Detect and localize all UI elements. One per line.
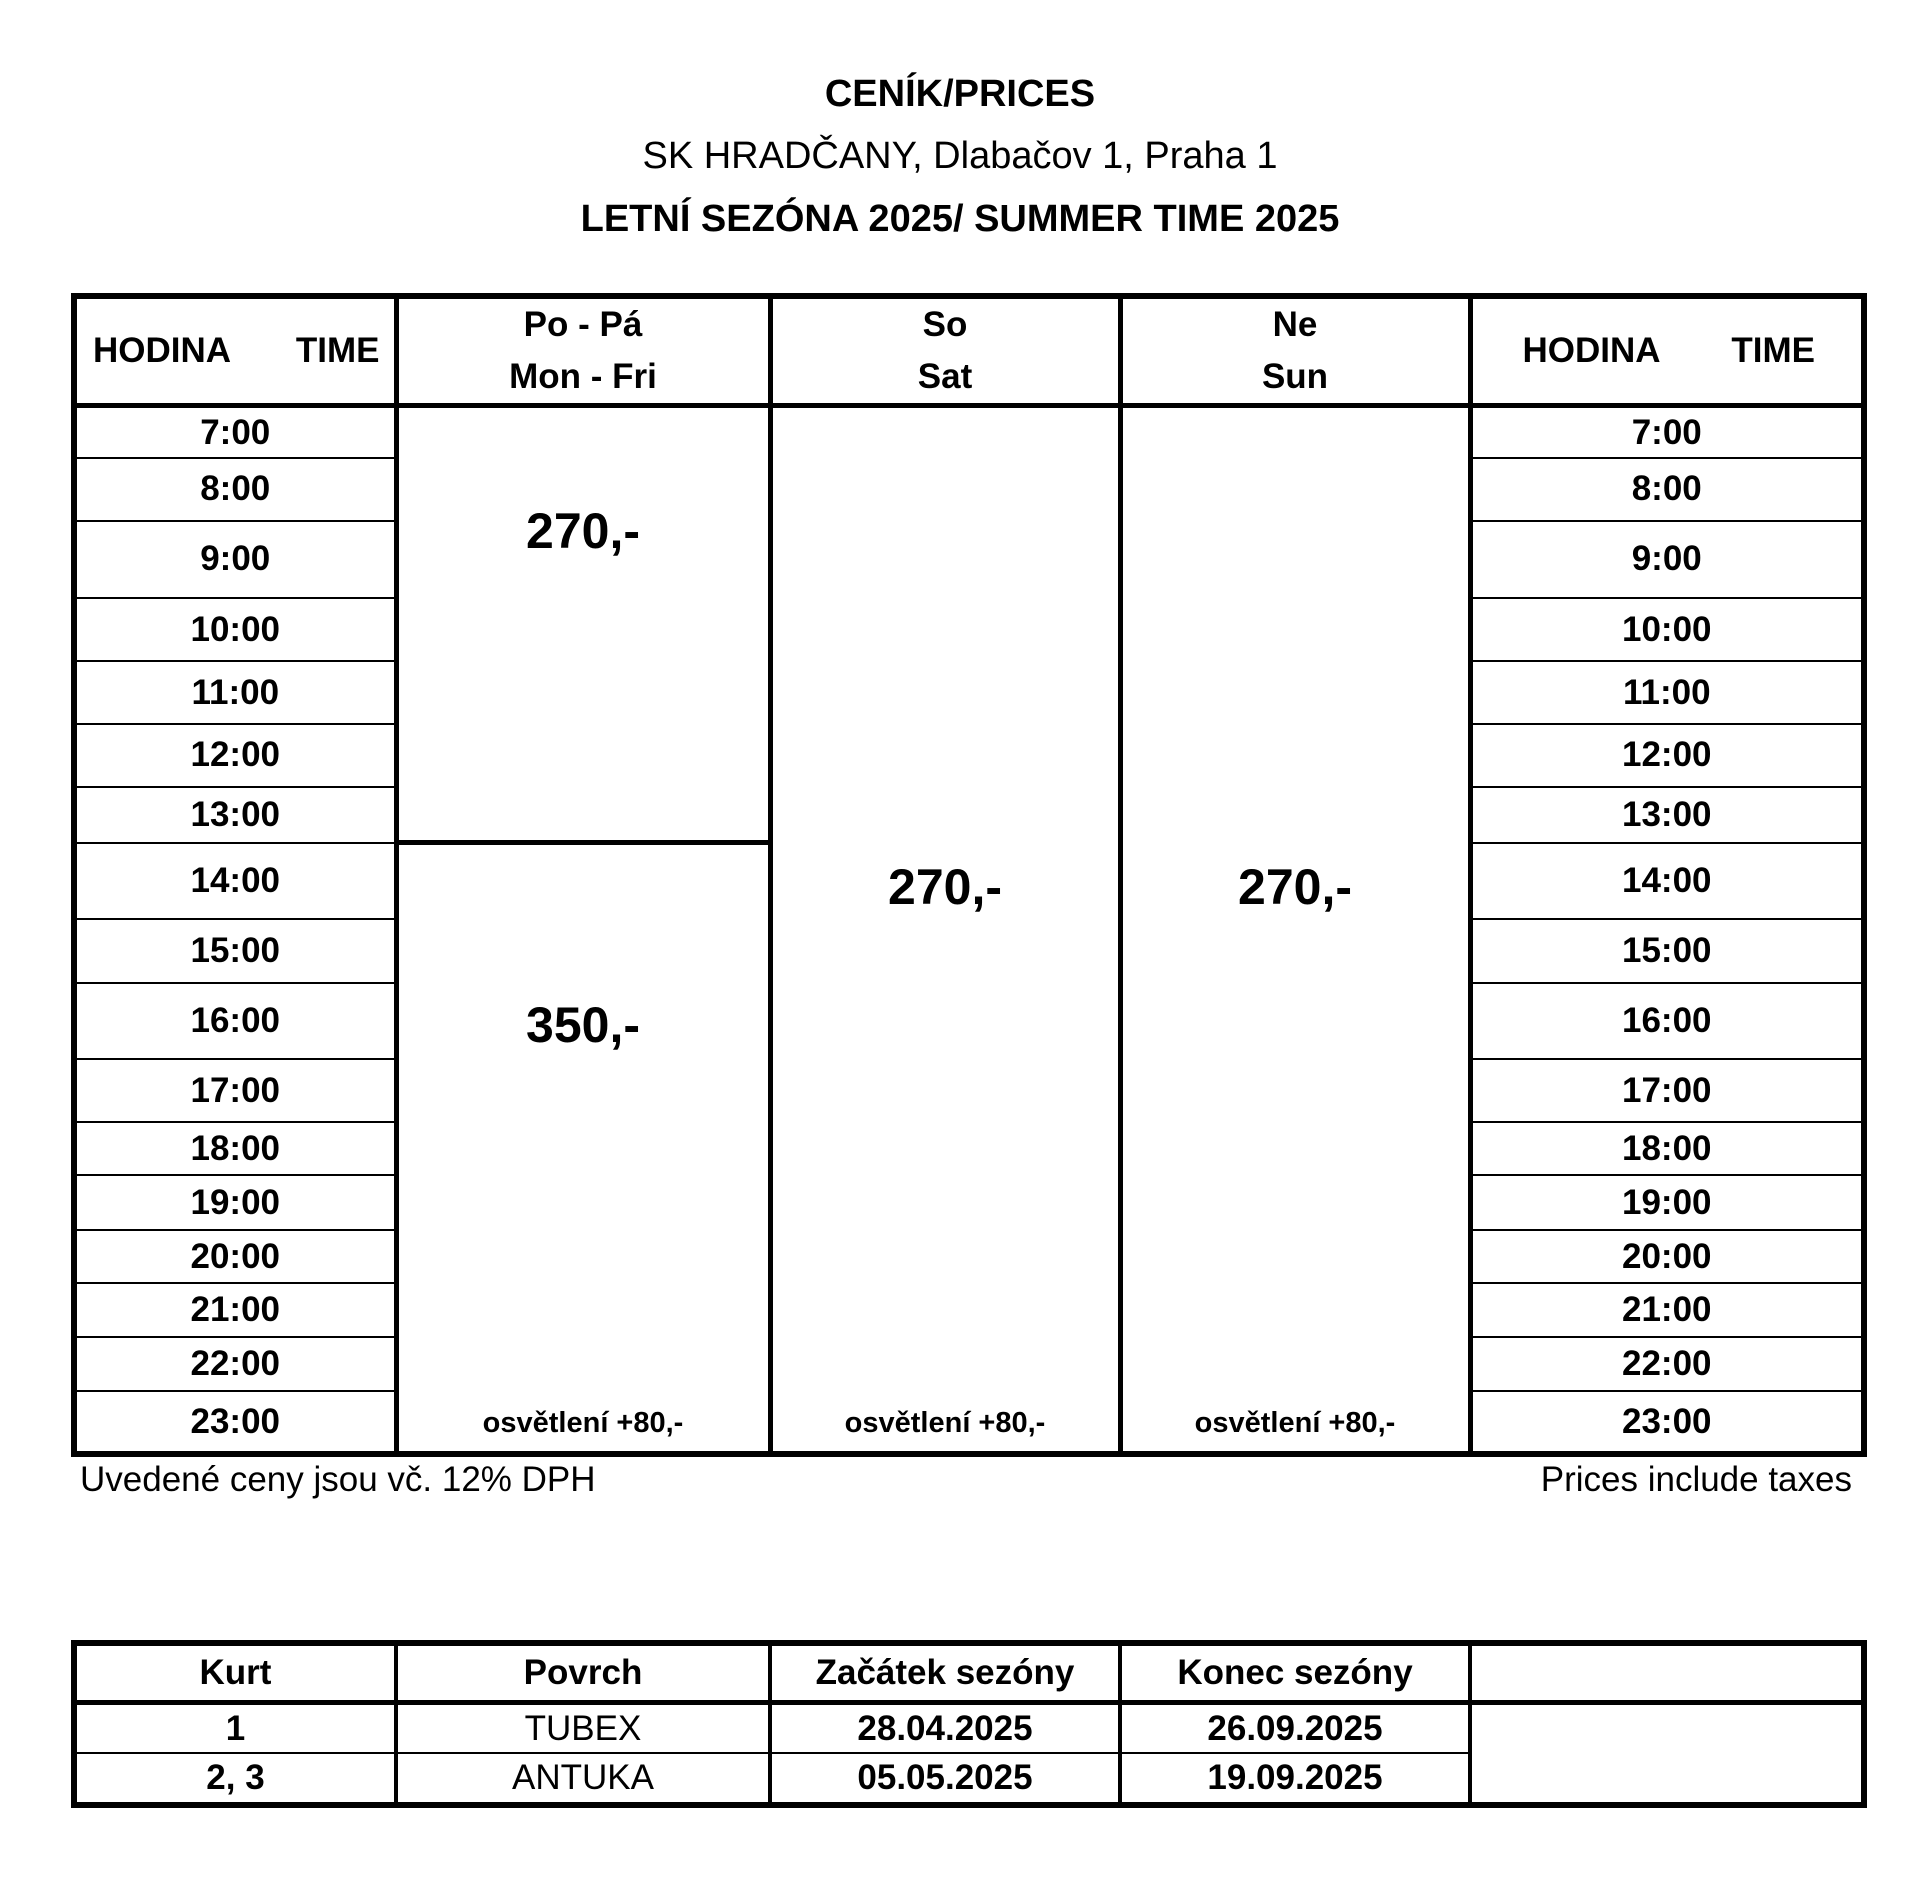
vat-note-cz: Uvedené ceny jsou vč. 12% DPH bbox=[80, 1460, 596, 1499]
saturday-header-cz: So bbox=[922, 305, 968, 344]
season-end-cell: 26.09.2025 bbox=[1120, 1703, 1470, 1754]
surface-cell: ANTUKA bbox=[396, 1753, 770, 1805]
table-row bbox=[74, 406, 1864, 459]
hour-cell-right: 21:00 bbox=[1470, 1283, 1864, 1336]
hour-cell-left: 22:00 bbox=[74, 1337, 396, 1391]
hour-cell-left: 9:00 bbox=[74, 521, 396, 598]
saturday-header bbox=[770, 296, 1120, 406]
hour-cell-left: 12:00 bbox=[74, 724, 396, 787]
weekday-lighting-note: osvětlení +80,- bbox=[482, 1407, 684, 1439]
sunday-header-en: Sun bbox=[1261, 357, 1329, 396]
vat-note-en: Prices include taxes bbox=[1540, 1460, 1852, 1499]
hour-cell-right: 16:00 bbox=[1470, 983, 1864, 1060]
page-title: CENÍK/PRICES bbox=[824, 73, 1096, 115]
hour-header-cz: HODINA bbox=[1522, 331, 1661, 370]
blank-header bbox=[1470, 1643, 1864, 1703]
hour-header-cz: HODINA bbox=[93, 331, 232, 370]
court-header: Kurt bbox=[74, 1643, 396, 1703]
weekday-header-cz: Po - Pá bbox=[523, 305, 643, 344]
hour-header-left bbox=[74, 296, 396, 406]
hour-cell-right: 22:00 bbox=[1470, 1337, 1864, 1391]
season-table-header bbox=[74, 1643, 1864, 1703]
hour-cell-right: 9:00 bbox=[1470, 521, 1864, 598]
hour-cell-left: 20:00 bbox=[74, 1230, 396, 1283]
blank-cell bbox=[1470, 1703, 1864, 1806]
season-table bbox=[71, 1640, 1867, 1808]
hour-cell-right: 14:00 bbox=[1470, 843, 1864, 920]
hour-cell-right: 15:00 bbox=[1470, 919, 1864, 983]
season-start-cell: 05.05.2025 bbox=[770, 1753, 1120, 1805]
saturday-lighting-note: osvětlení +80,- bbox=[844, 1407, 1046, 1439]
season-end-header: Konec sezóny bbox=[1120, 1643, 1470, 1703]
hour-cell-right: 23:00 bbox=[1470, 1391, 1864, 1454]
saturday-price-cell bbox=[770, 406, 1120, 1455]
hour-cell-left: 21:00 bbox=[74, 1283, 396, 1336]
price-table bbox=[71, 293, 1867, 1457]
weekday-header bbox=[396, 296, 770, 406]
hour-header-en: TIME bbox=[295, 331, 380, 370]
hour-cell-left: 16:00 bbox=[74, 983, 396, 1060]
court-cell: 1 bbox=[74, 1703, 396, 1754]
saturday-price: 270,- bbox=[888, 859, 1002, 915]
table-row bbox=[74, 1703, 1864, 1754]
weekday-header-en: Mon - Fri bbox=[509, 357, 657, 396]
hour-cell-left: 13:00 bbox=[74, 787, 396, 843]
season-title: LETNÍ SEZÓNA 2025/ SUMMER TIME 2025 bbox=[580, 198, 1340, 240]
hour-cell-left: 18:00 bbox=[74, 1122, 396, 1175]
hour-cell-right: 17:00 bbox=[1470, 1059, 1864, 1122]
hour-cell-right: 13:00 bbox=[1470, 787, 1864, 843]
season-start-cell: 28.04.2025 bbox=[770, 1703, 1120, 1754]
hour-cell-right: 18:00 bbox=[1470, 1122, 1864, 1175]
season-end-cell: 19.09.2025 bbox=[1120, 1753, 1470, 1805]
surface-header: Povrch bbox=[396, 1643, 770, 1703]
hour-header-right bbox=[1470, 296, 1864, 406]
weekday-afternoon-cell bbox=[396, 843, 770, 1455]
hour-cell-left: 14:00 bbox=[74, 843, 396, 920]
price-table-header bbox=[74, 296, 1864, 406]
hour-cell-right: 12:00 bbox=[1470, 724, 1864, 787]
hour-cell-left: 10:00 bbox=[74, 598, 396, 662]
sunday-header bbox=[1120, 296, 1470, 406]
hour-cell-left: 23:00 bbox=[74, 1391, 396, 1454]
hour-cell-left: 8:00 bbox=[74, 458, 396, 521]
hour-header-en: TIME bbox=[1731, 331, 1815, 370]
sunday-header-cz: Ne bbox=[1272, 305, 1318, 344]
season-start-header: Začátek sezóny bbox=[770, 1643, 1120, 1703]
hour-cell-right: 11:00 bbox=[1470, 661, 1864, 724]
surface-cell: TUBEX bbox=[396, 1703, 770, 1754]
saturday-header-en: Sat bbox=[917, 357, 973, 396]
club-address: SK HRADČANY, Dlabačov 1, Praha 1 bbox=[642, 135, 1278, 177]
court-cell: 2, 3 bbox=[74, 1753, 396, 1805]
hour-cell-right: 19:00 bbox=[1470, 1175, 1864, 1229]
hour-cell-left: 17:00 bbox=[74, 1059, 396, 1122]
hour-cell-right: 10:00 bbox=[1470, 598, 1864, 662]
hour-cell-right: 7:00 bbox=[1470, 406, 1864, 459]
hour-cell-right: 20:00 bbox=[1470, 1230, 1864, 1283]
weekday-morning-price: 270,- bbox=[526, 503, 640, 559]
weekday-morning-cell bbox=[396, 406, 770, 843]
hour-cell-left: 19:00 bbox=[74, 1175, 396, 1229]
hour-cell-left: 15:00 bbox=[74, 919, 396, 983]
weekday-afternoon-price: 350,- bbox=[526, 997, 640, 1053]
hour-cell-left: 11:00 bbox=[74, 661, 396, 724]
sunday-price-cell bbox=[1120, 406, 1470, 1455]
hour-cell-left: 7:00 bbox=[74, 406, 396, 459]
sunday-price: 270,- bbox=[1238, 859, 1352, 915]
sunday-lighting-note: osvětlení +80,- bbox=[1194, 1407, 1396, 1439]
hour-cell-right: 8:00 bbox=[1470, 458, 1864, 521]
